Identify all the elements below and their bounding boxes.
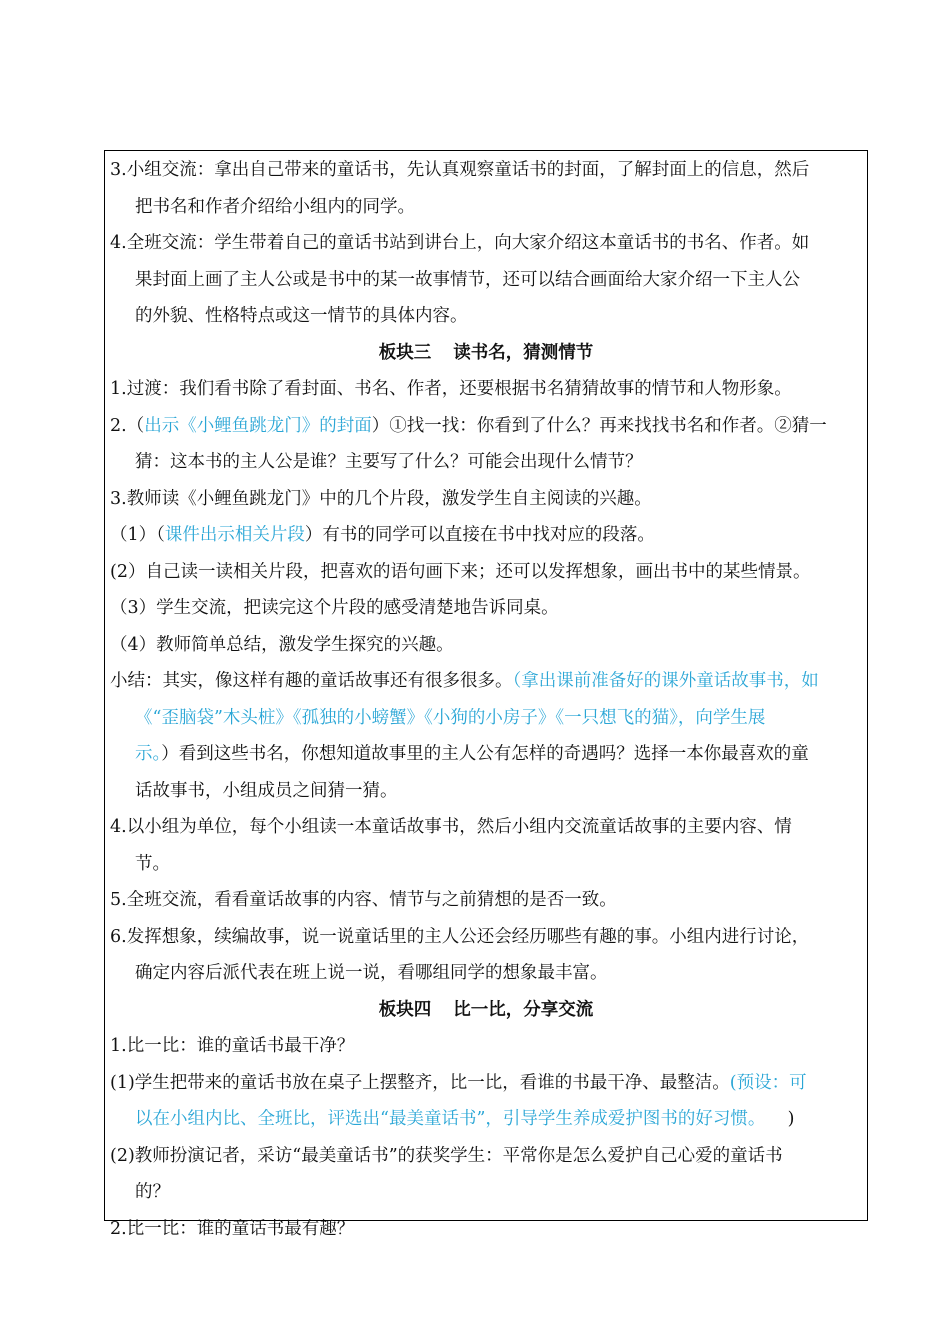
s3-step-2-note: 出示《小鲤鱼跳龙门》的封面 <box>144 415 372 436</box>
section-4-title: 比一比，分享交流 <box>453 999 594 1020</box>
s3-step-2-line-1 <box>110 408 862 445</box>
s4-step-1: 1.比一比：谁的童话书最干净？ <box>110 1036 355 1056</box>
s3-summary-line-1 <box>110 663 862 700</box>
s4-step-2: 2.比一比：谁的童话书最有趣？ <box>110 1218 355 1239</box>
s3-step-3-sub-2: (2）自己读一读相关片段，把喜欢的语句画下来；还可以发挥想象，画出书中的某些情景。 <box>110 561 811 582</box>
section-3-label: 板块三 <box>378 342 432 363</box>
item-4-line-2: 果封面上画了主人公或是书中的某一故事情节，还可以结合画面给大家介绍一下主人公 <box>135 269 800 290</box>
section-4-heading <box>110 992 862 1029</box>
s4-step-1-sub-1-text: (1)学生把带来的童话书放在桌子上摆整齐，比一比，看谁的书最干净、最整洁。 <box>110 1072 730 1093</box>
s3-step-4-line-1: 4.以小组为单位，每个小组读一本童话故事书，然后小组内交流童话故事的主要内容、情 <box>110 817 792 837</box>
s3-summary-line-2: 《“歪脑袋”木头桩》《孤独的小螃蟹》《小狗的小房子》《一只想飞的猫》，向学生展 <box>135 707 766 728</box>
s3-step-2-rest: ）①找一找：你看到了什么？再来找找书名和作者。②猜一 <box>371 415 827 436</box>
lesson-content <box>110 152 862 1247</box>
s4-step-1-sub-1-close: ) <box>787 1109 795 1129</box>
s4-step-1-sub-1-note-1: (预设：可 <box>729 1072 807 1093</box>
s3-step-1: 1.过渡：我们看书除了看封面、书名、作者，还要根据书名猜猜故事的情节和人物形象。 <box>110 379 792 399</box>
s3-step-2-prefix: 2.（ <box>110 415 145 436</box>
s3-step-6-line-1: 6.发挥想象，续编故事，说一说童话里的主人公还会经历哪些有趣的事。小组内进行讨论， <box>110 926 810 947</box>
s3-step-3-sub-1-note: 课件出示相关片段 <box>164 525 305 545</box>
s4-step-1-sub-2-line-1: (2)教师扮演记者，采访“最美童话书”的获奖学生：平常你是怎么爱护自己心爱的童话书 <box>110 1145 783 1166</box>
section-3-heading <box>110 335 862 372</box>
s3-step-3-sub-1-prefix: （1）（ <box>110 525 165 545</box>
s3-step-3-sub-1 <box>110 517 862 554</box>
item-4-line-1: 4.全班交流：学生带着自己的童话书站到讲台上，向大家介绍这本童话书的书名、作者。如 <box>110 233 810 253</box>
s3-step-3-sub-3: （3）学生交流，把读完这个片段的感受清楚地告诉同桌。 <box>110 598 559 618</box>
s4-step-1-sub-1-note-2: 以在小组内比、全班比，评选出“最美童话书”，引导学生养成爱护图书的好习惯。 <box>135 1109 766 1129</box>
s3-summary-line-4: 话故事书，小组成员之间猜一猜。 <box>135 780 398 801</box>
s3-summary-line-3 <box>110 736 862 773</box>
item-3-line-2: 把书名和作者介绍给小组内的同学。 <box>135 196 415 217</box>
s3-summary-note-1: （拿出课前准备好的课外童话故事书，如 <box>512 671 819 691</box>
s4-step-1-sub-2-line-2: 的？ <box>135 1182 170 1202</box>
s3-step-2-line-2: 猜：这本书的主人公是谁？主要写了什么？可能会出现什么情节？ <box>135 452 643 472</box>
item-3-line-1: 3.小组交流：拿出自己带来的童话书，先认真观察童话书的封面，了解封面上的信息，然后 <box>110 160 810 180</box>
s4-step-1-sub-1-line-1 <box>110 1065 862 1102</box>
section-3-title: 读书名，猜测情节 <box>453 342 594 363</box>
s3-summary-rest: ）看到这些书名，你想知道故事里的主人公有怎样的奇遇吗？选择一本你最喜欢的童 <box>161 744 809 764</box>
s3-summary-prefix: 小结：其实，像这样有趣的童话故事还有很多很多。 <box>110 671 513 691</box>
section-4-label: 板块四 <box>378 999 432 1020</box>
s3-step-3: 3.教师读《小鲤鱼跳龙门》中的几个片段，激发学生自主阅读的兴趣。 <box>110 488 652 509</box>
s3-step-6-line-2: 确定内容后派代表在班上说一说，看哪组同学的想象最丰富。 <box>135 963 608 983</box>
s3-step-5: 5.全班交流，看看童话故事的内容、情节与之前猜想的是否一致。 <box>110 890 617 910</box>
item-4-line-3: 的外貌、性格特点或这一情节的具体内容。 <box>135 306 468 326</box>
s3-step-4-line-2: 节。 <box>135 853 170 874</box>
s3-summary-note-3: 示。 <box>135 744 162 764</box>
s3-step-3-sub-1-rest: ）有书的同学可以直接在书中找对应的段落。 <box>304 525 655 545</box>
s3-step-3-sub-4: （4）教师简单总结，激发学生探究的兴趣。 <box>110 634 454 655</box>
s4-step-1-sub-1-line-2 <box>110 1101 862 1138</box>
